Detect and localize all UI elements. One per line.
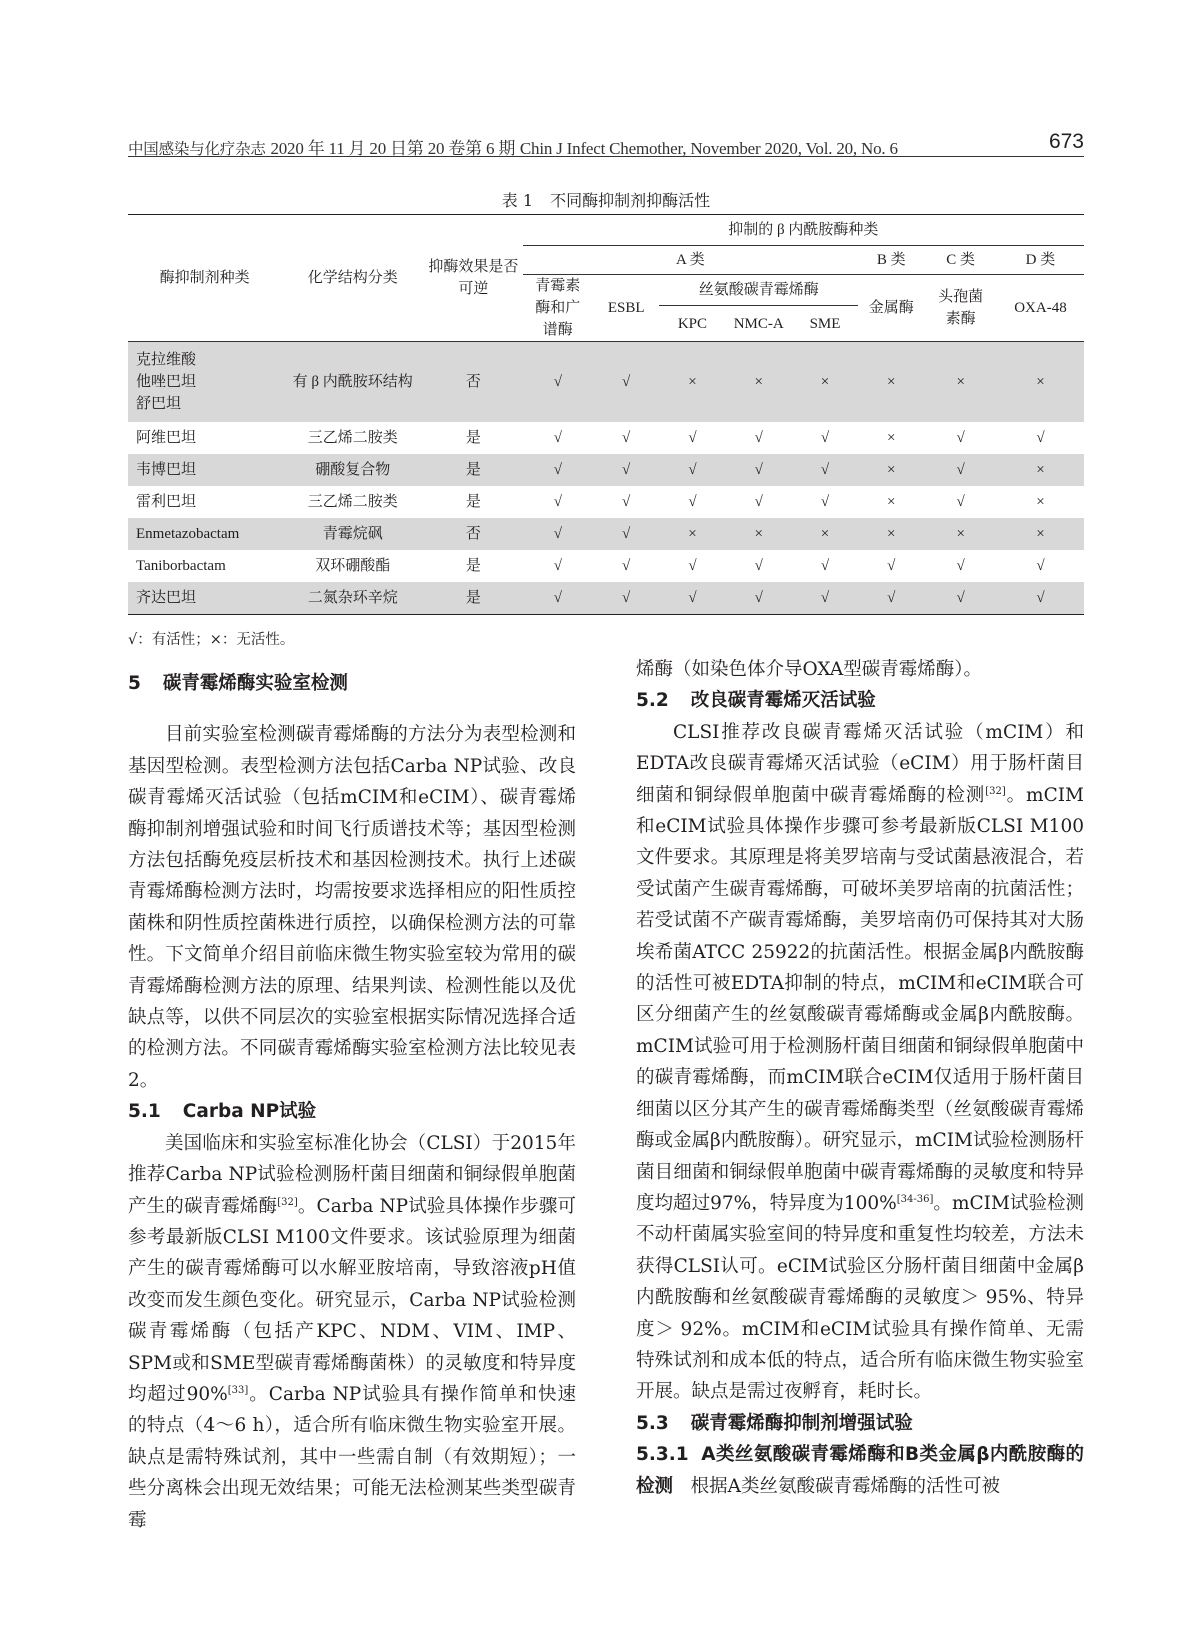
- table-body: [128, 342, 1084, 615]
- section-number: 5.2: [636, 690, 669, 712]
- header-structure-class: 化学结构分类: [281, 215, 424, 342]
- inhibitor-name-cell: 克拉维酸 他唑巴坦 舒巴坦: [128, 342, 281, 423]
- issue-date: 2020 年 11 月 20 日第 20 卷第 6 期: [270, 139, 516, 158]
- activity-mark-cell: √: [792, 582, 858, 615]
- section-5-heading: [128, 668, 576, 699]
- activity-mark-cell: √: [887, 558, 896, 574]
- activity-mark-cell: √: [726, 454, 792, 486]
- table-row: [128, 550, 1084, 582]
- activity-mark-cell: √: [659, 582, 725, 615]
- activity-mark-cell: √: [523, 582, 593, 615]
- table-row: [128, 342, 1084, 423]
- activity-mark-cell: ×: [659, 518, 725, 550]
- paragraph-text: 。Carba NP试验具有操作简单和快速的特点（4～6 h），适合所有临床微生物实验室开展。缺点是需特殊试剂，其中一些需自制（有效期短）；一些分离株会出现无效结果；可能无法检测某些类型碳青霉: [128, 1383, 576, 1531]
- header-inhibited-group: 抑制的 β 内酰胺酶种类: [523, 215, 1084, 246]
- activity-mark-cell: ×: [997, 342, 1084, 423]
- activity-mark-cell: ×: [726, 342, 792, 423]
- activity-mark-cell: √: [688, 430, 697, 446]
- section-5-3-heading: [636, 1408, 1084, 1439]
- section-title: 改良碳青霉烯灭活试验: [690, 690, 876, 712]
- reversible-cell: 是: [465, 430, 481, 446]
- right-column: [636, 654, 1084, 1502]
- activity-mark-cell: √: [754, 558, 763, 574]
- paragraph-text: CLSI推荐改良碳青霉烯灭活试验（mCIM）和EDTA改良碳青霉烯灭活试验（eCIM）用于肠杆菌目细菌和铜绿假单胞菌中碳青霉烯酶的检测: [636, 721, 1084, 806]
- paragraph-text: 根据A类丝氨酸碳青霉烯酶的活性可被: [690, 1475, 1001, 1497]
- activity-mark-cell: ×: [924, 518, 997, 550]
- activity-mark-cell: ×: [887, 430, 896, 446]
- structure-cell: 青霉烷砜: [281, 518, 424, 550]
- section-number: 5: [128, 673, 141, 694]
- table-row: [128, 422, 1084, 454]
- activity-mark-cell: √: [593, 454, 659, 486]
- header-esbl: ESBL: [607, 300, 645, 316]
- subsection-title: A类丝氨酸碳青霉烯酶和B类金属β内酰胺酶的检测: [636, 1444, 1084, 1497]
- continued-paragraph: 烯酶（如染色体介导OXA型碳青霉烯酶）。: [636, 659, 982, 680]
- table-label: 表 1: [501, 191, 534, 210]
- header-class-b: B 类: [858, 246, 924, 275]
- subsection-number: 5.3.1: [636, 1444, 689, 1466]
- activity-mark-cell: √: [924, 582, 997, 615]
- activity-mark-cell: √: [688, 494, 697, 510]
- table-caption: [128, 188, 1084, 211]
- activity-mark-cell: ×: [924, 342, 997, 423]
- journal-name-cn: 中国感染与化疗杂志: [128, 140, 266, 158]
- activity-mark-cell: √: [1036, 558, 1045, 574]
- inhibitor-name-cell: Taniborbactam: [136, 558, 226, 574]
- structure-cell: 二氮杂环辛烷: [281, 582, 424, 615]
- structure-cell: 硼酸复合物: [281, 454, 424, 486]
- citation-ref: [32]: [277, 1196, 298, 1208]
- table-row: [128, 454, 1084, 486]
- paragraph-text: 美国临床和实验室标准化协会（CLSI）于2015年推荐Carba NP试验检测肠杆菌目细菌和铜绿假单胞菌产生的碳青霉烯酶: [128, 1132, 576, 1217]
- inhibitor-activity-table: [128, 214, 1084, 615]
- table-row: [128, 486, 1084, 518]
- table-note: √：有活性；×：无活性。: [128, 632, 295, 648]
- section-title: 碳青霉烯酶实验室检测: [162, 673, 348, 694]
- activity-mark-cell: √: [726, 582, 792, 615]
- header-rule: [128, 156, 1084, 157]
- activity-mark-cell: ×: [858, 342, 924, 423]
- reversible-cell: 否: [424, 342, 522, 423]
- activity-mark-cell: √: [754, 430, 763, 446]
- header-serine-carbapenemase: 丝氨酸碳青霉烯酶: [659, 275, 858, 306]
- header-metallo: 金属酶: [868, 300, 914, 316]
- activity-mark-cell: ×: [858, 454, 924, 486]
- inhibitor-name-cell: 韦博巴坦: [128, 454, 281, 486]
- reversible-cell: 是: [465, 494, 481, 510]
- page-number: 673: [1048, 130, 1084, 153]
- activity-mark-cell: √: [956, 430, 965, 446]
- activity-mark-cell: √: [820, 558, 830, 574]
- activity-mark-cell: √: [553, 494, 562, 510]
- activity-mark-cell: √: [1036, 430, 1045, 446]
- activity-mark-cell: ×: [997, 518, 1084, 550]
- activity-mark-cell: √: [593, 342, 659, 423]
- activity-mark-cell: √: [622, 494, 631, 510]
- activity-mark-cell: √: [622, 430, 631, 446]
- header-oxa48: OXA-48: [1014, 300, 1067, 316]
- activity-mark-cell: √: [593, 518, 659, 550]
- activity-mark-cell: √: [523, 518, 593, 550]
- table-row: [128, 518, 1084, 550]
- header-reversible: 抑酶效果是否可逆: [424, 215, 522, 342]
- header-class-d: D 类: [997, 246, 1084, 275]
- reversible-cell: 是: [424, 454, 522, 486]
- citation-ref: [33]: [227, 1384, 249, 1396]
- header-class-a: A 类: [523, 246, 859, 275]
- activity-mark-cell: √: [553, 430, 562, 446]
- activity-mark-cell: ×: [997, 454, 1084, 486]
- inhibitor-name-cell: 阿维巴坦: [136, 430, 197, 446]
- paragraph-text: 。mCIM和eCIM试验具体操作步骤可参考最新版CLSI M100文件要求。其原理是将美罗培南与受试菌悬液混合，若受试菌产生碳青霉烯酶，可破坏美罗培南的抗菌活性；若受试菌不产碳青霉烯酶，美罗培南仍可保持其对大肠埃希菌ATCC 25922的抗菌活性。根据金属β内酰胺酶的活性可被EDTA抑制的特点，mCIM和eCIM联合可区分细菌产生的丝氨酸碳青霉烯酶或金属β内酰胺酶。mCIM试验可用于检测肠杆菌目细菌和铜绿假单胞菌中的碳青霉烯酶，而mCIM联合eCIM仅适用于肠杆菌目细菌以区分其产生的碳青霉烯酶类型（丝氨酸碳青霉烯酶或金属β内酰胺酶）。研究显示，mCIM试验检测肠杆菌目细菌和铜绿假单胞菌中碳青霉烯酶的灵敏度和特异度均超过97%，特异度为100%: [636, 784, 1084, 1214]
- header-nmc-a: NMC-A: [733, 315, 784, 332]
- section-5-1-paragraph: [128, 1128, 576, 1536]
- table-row: [128, 582, 1084, 615]
- inhibitor-name-cell: 齐达巴坦: [128, 582, 281, 615]
- section-title: Carba NP试验: [182, 1101, 317, 1123]
- header-cephalosporinase: 头孢菌素酶: [938, 289, 984, 327]
- section-5-3-1-paragraph: [636, 1439, 1084, 1502]
- reversible-cell: 是: [424, 582, 522, 615]
- structure-cell: 双环硼酸酯: [315, 558, 391, 574]
- running-header: [128, 130, 1084, 158]
- paragraph-text: 。mCIM试验检测不动杆菌属实验室间的特异度和重复性均较差，方法未获得CLSI认可。eCIM试验区分肠杆菌目细菌中金属β内酰胺酶和丝氨酸碳青霉烯酶的灵敏度＞ 95%、特异度＞ 92%。mCIM和eCIM试验具有操作简单、无需特殊试剂和成本低的特点，适合所有临床微生物实验室开展。缺点是需过夜孵育，耗时长。: [636, 1192, 1085, 1403]
- section-5-1-heading: [128, 1096, 576, 1127]
- section-5-2-heading: [636, 685, 1084, 716]
- activity-mark-cell: √: [754, 494, 763, 510]
- header-class-c: C 类: [924, 246, 997, 275]
- citation-ref: [34-36]: [896, 1193, 934, 1205]
- activity-mark-cell: ×: [792, 342, 858, 423]
- inhibitor-name-cell: 雷利巴坦: [136, 494, 197, 510]
- activity-mark-cell: √: [820, 494, 830, 510]
- section-5-paragraph: 目前实验室检测碳青霉烯酶的方法分为表型检测和基因型检测。表型检测方法包括Carba NP试验、改良碳青霉烯灭活试验（包括mCIM和eCIM）、碳青霉烯酶抑制剂增强试验和时间飞行质谱技术等；基因型检测方法包括酶免疫层析技术和基因检测技术。执行上述碳青霉烯酶检测方法时，均需按要求选择相应的阳性质控菌株和阴性质控菌株进行质控，以确保检测方法的可靠性。下文简单介绍目前临床微生物实验室较为常用的碳青霉烯酶检测方法的原理、结果判读、检测性能以及优缺点等，以供不同层次的实验室根据实际情况选择合适的检测方法。不同碳青霉烯酶实验室检测方法比较见表2。: [128, 724, 576, 1091]
- journal-citation-en: Chin J Infect Chemother, November 2020, Vol. 20, No. 6: [519, 139, 898, 158]
- table-title: 不同酶抑制剂抑酶活性: [550, 191, 711, 210]
- left-column: [128, 660, 576, 1536]
- structure-cell: 三乙烯二胺类: [307, 494, 398, 510]
- section-title: 碳青霉烯酶抑制剂增强试验: [690, 1412, 913, 1434]
- reversible-cell: 是: [465, 558, 481, 574]
- activity-mark-cell: √: [523, 342, 593, 423]
- inhibitor-name-cell: Enmetazobactam: [128, 518, 281, 550]
- activity-mark-cell: ×: [792, 518, 858, 550]
- reversible-cell: 否: [424, 518, 522, 550]
- activity-mark-cell: ×: [1036, 494, 1045, 510]
- activity-mark-cell: √: [956, 494, 965, 510]
- activity-mark-cell: ×: [726, 518, 792, 550]
- paragraph-text: 。Carba NP试验具体操作步骤可参考最新版CLSI M100文件要求。该试验原理为细菌产生的碳青霉烯酶可以水解亚胺培南，导致溶液pH值改变而发生颜色变化。研究显示，Carba NP试验检测碳青霉烯酶（包括产KPC、NDM、VIM、IMP、SPM或和SME型碳青霉烯酶菌株）的灵敏度和特异度均超过90%: [128, 1195, 576, 1405]
- activity-mark-cell: √: [593, 582, 659, 615]
- section-number: 5.1: [128, 1101, 161, 1123]
- header-kpc: KPC: [677, 315, 708, 332]
- activity-mark-cell: √: [858, 582, 924, 615]
- activity-mark-cell: √: [792, 454, 858, 486]
- activity-mark-cell: √: [688, 558, 697, 574]
- header-penicillinase: 青霉素酶和广谱酶: [535, 278, 581, 338]
- activity-mark-cell: ×: [858, 518, 924, 550]
- activity-mark-cell: √: [523, 454, 593, 486]
- activity-mark-cell: √: [997, 582, 1084, 615]
- citation-ref: [32]: [985, 785, 1006, 797]
- header-sme: SME: [809, 315, 841, 332]
- header-inhibitor-class: 酶抑制剂种类: [128, 215, 281, 342]
- activity-mark-cell: √: [659, 454, 725, 486]
- structure-cell: 三乙烯二胺类: [307, 430, 398, 446]
- activity-mark-cell: √: [553, 558, 562, 574]
- activity-mark-cell: ×: [659, 342, 725, 423]
- activity-mark-cell: √: [622, 558, 631, 574]
- activity-mark-cell: √: [820, 430, 830, 446]
- activity-mark-cell: √: [924, 454, 997, 486]
- section-number: 5.3: [636, 1412, 669, 1434]
- structure-cell: 有 β 内酰胺环结构: [281, 342, 424, 423]
- section-5-2-paragraph: [636, 717, 1084, 1408]
- activity-mark-cell: √: [956, 558, 965, 574]
- activity-mark-cell: ×: [887, 494, 896, 510]
